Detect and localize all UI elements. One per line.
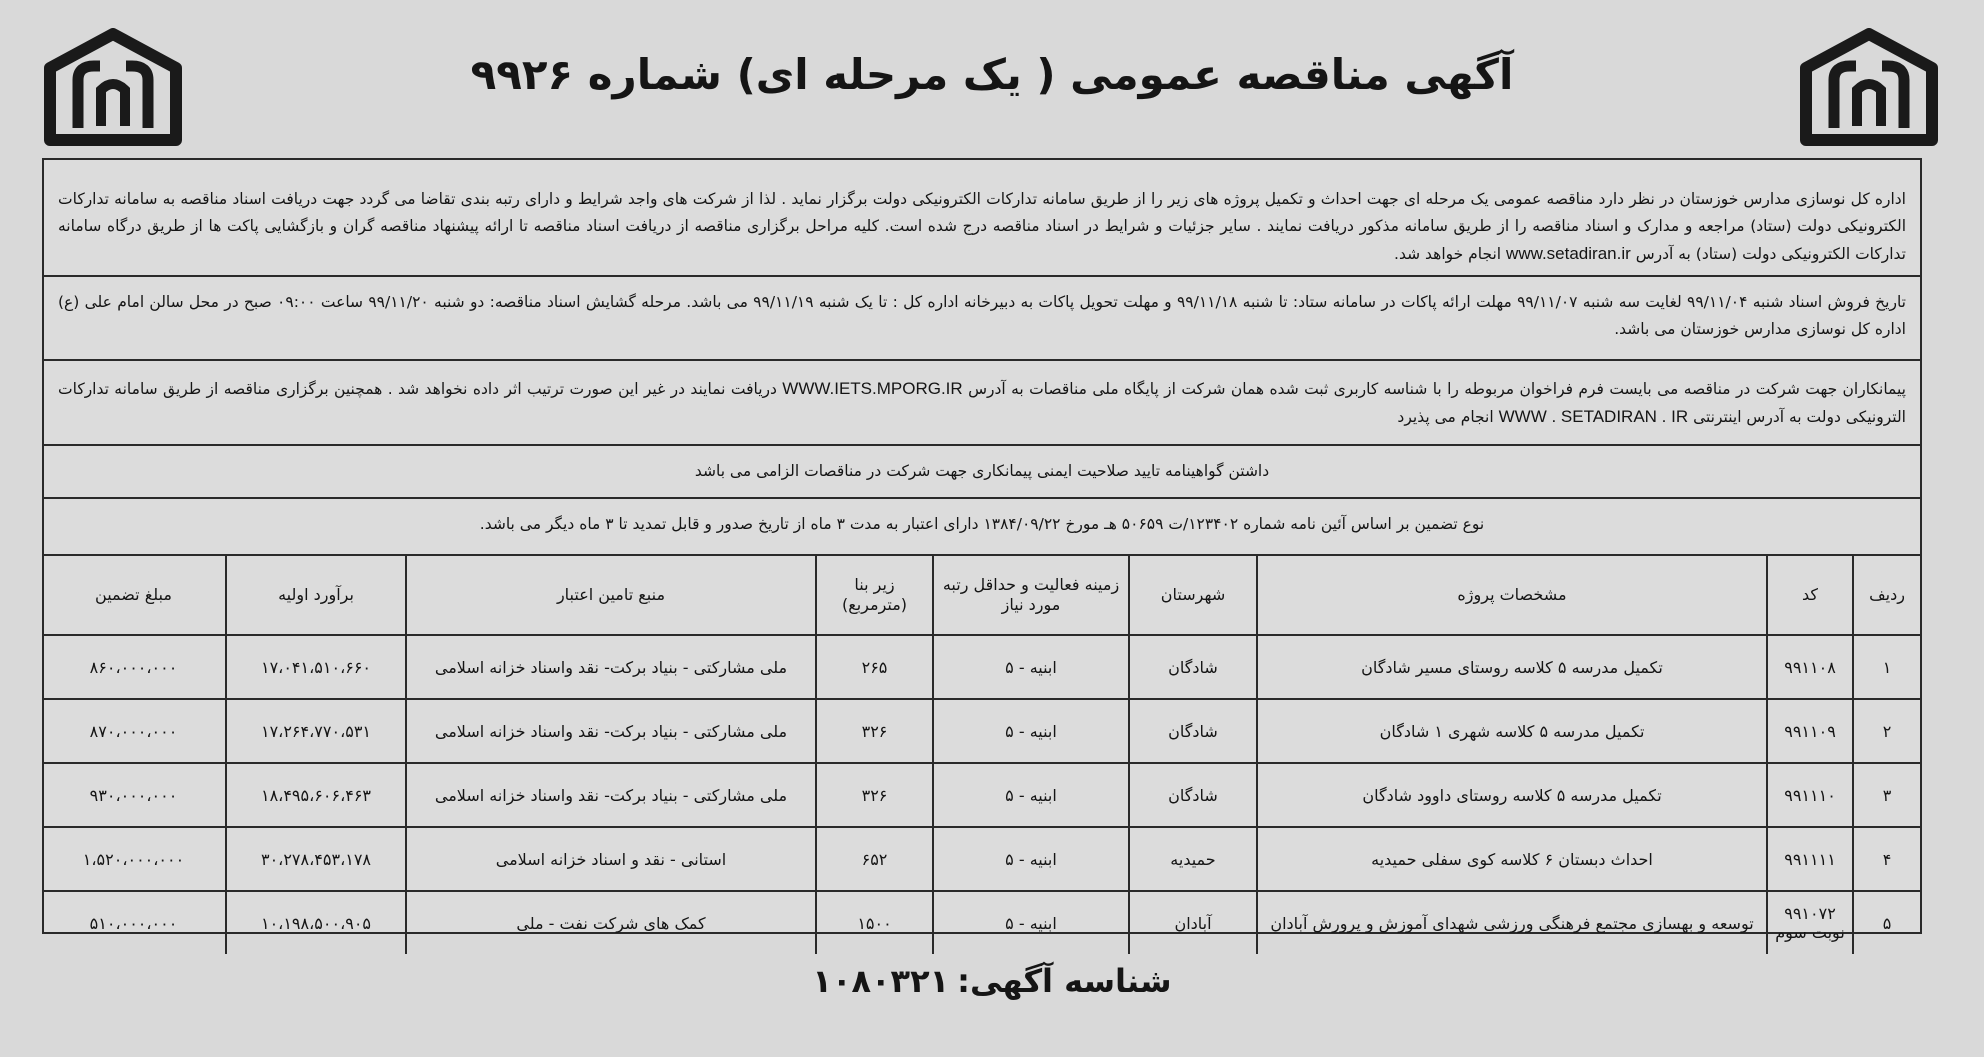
organization-emblem-icon [38,28,188,148]
cell-code-note: نوبت سوم [1775,923,1845,942]
cell-guarantee: ۵۱۰،۰۰۰،۰۰۰ [42,891,226,954]
cell-code: ۹۹۱۱۰۹ [1767,699,1853,763]
table-header-row [42,555,1920,635]
cell-row-number: ۱ [1853,635,1920,699]
header-project: مشخصات پروژه [1257,555,1767,635]
cell-funding: ملی مشارکتی - بنیاد برکت- نقد واسناد خزانه اسلامی [406,763,816,827]
notice-frame [42,158,1922,942]
header-funding: منبع تامین اعتبار [406,555,816,635]
cell-guarantee: ۱،۵۲۰،۰۰۰،۰۰۰ [42,827,226,891]
header-grade: زمینه فعالیت و حداقل رتبه مورد نیاز [933,555,1129,635]
cell-city: شادگان [1129,763,1257,827]
table-row [42,827,1920,891]
cell-code [1767,891,1853,954]
table-row [42,699,1920,763]
contractors-text-c: انجام می پذیرد [1397,408,1494,426]
cell-city: حمیدیه [1129,827,1257,891]
cell-funding: استانی - نقد و اسناد خزانه اسلامی [406,827,816,891]
cell-project: تکمیل مدرسه ۵ کلاسه شهری ۱ شادگان [1257,699,1767,763]
intro-url-link[interactable]: www.setadiran.ir [1506,244,1631,263]
cell-grade: ابنیه - ۵ [933,763,1129,827]
cell-code: ۹۹۱۱۱۰ [1767,763,1853,827]
notice-id-label: شناسه آگهی: [957,962,1172,1000]
notice-id [600,962,1384,1000]
table-row [42,763,1920,827]
cell-estimate: ۱۰،۱۹۸،۵۰۰،۹۰۵ [226,891,406,954]
cell-grade: ابنیه - ۵ [933,891,1129,954]
cell-estimate: ۳۰،۲۷۸،۴۵۳،۱۷۸ [226,827,406,891]
cell-grade: ابنیه - ۵ [933,699,1129,763]
header-estimate: برآورد اولیه [226,555,406,635]
cell-row-number: ۳ [1853,763,1920,827]
intro-paragraph [44,160,1920,277]
organization-emblem-icon [1794,28,1944,148]
safety-note [44,446,1920,499]
cell-row-number: ۴ [1853,827,1920,891]
header-area: زیر بنا (مترمربع) [816,555,933,635]
cell-city: آبادان [1129,891,1257,954]
cell-guarantee: ۸۶۰،۰۰۰،۰۰۰ [42,635,226,699]
intro-text: اداره کل نوسازی مدارس خوزستان در نظر دارد مناقصه عمومی یک مرحله ای جهت احداث و تکمیل پروژه های زیر را از طریق سامانه تدارکات الکترونیکی دولت برگزار نماید . لذا از شرکت های واجد شرایط و دارای رتبه بندی تقاضا می گردد جهت دریافت اسناد مناقصه به سامانه تدارکات الکترونیکی دولت (ستاد) مراجعه و مدارک و اسناد مناقصه را از طریق سامانه مذکور دریافت نمایند . سایر جزئیات و شرایط در اسناد مناقصه درج شده است. کلیه مراحل برگزاری مناقصه از دریافت اسناد مناقصه تا ارائه پیشنهاد مناقصه گران و بازگشایی پاکت ها از طریق درگاه سامانه تدارکات الکترونیکی دولت (ستاد) به آدرس [58,190,1906,263]
cell-city: شادگان [1129,635,1257,699]
cell-funding: ملی مشارکتی - بنیاد برکت- نقد واسناد خزانه اسلامی [406,635,816,699]
header-guarantee: مبلغ تضمین [42,555,226,635]
cell-area: ۶۵۲ [816,827,933,891]
guarantee-note [44,499,1920,554]
cell-area: ۱۵۰۰ [816,891,933,954]
cell-code-value: ۹۹۱۰۷۲ [1784,904,1836,923]
cell-grade: ابنیه - ۵ [933,827,1129,891]
notice-id-value: ۱۰۸۰۳۲۱ [812,962,950,1000]
cell-guarantee: ۹۳۰،۰۰۰،۰۰۰ [42,763,226,827]
header-code: کد [1767,555,1853,635]
cell-area: ۳۲۶ [816,699,933,763]
cell-project: تکمیل مدرسه ۵ کلاسه روستای مسیر شادگان [1257,635,1767,699]
safety-note-text: داشتن گواهینامه تایید صلاحیت ایمنی پیمانکاری جهت شرکت در مناقصات الزامی می باشد [694,462,1270,480]
cell-funding: ملی مشارکتی - بنیاد برکت- نقد واسناد خزانه اسلامی [406,699,816,763]
table-row [42,891,1920,954]
cell-project: احداث دبستان ۶ کلاسه کوی سفلی حمیدیه [1257,827,1767,891]
cell-guarantee: ۸۷۰،۰۰۰،۰۰۰ [42,699,226,763]
table-row [42,635,1920,699]
notice-title: آگهی مناقصه عمومی ( یک مرحله ای) شماره ۹۹۲۶ [470,50,1514,99]
cell-row-number: ۵ [1853,891,1920,954]
dates-paragraph [44,277,1920,361]
cell-estimate: ۱۸،۴۹۵،۶۰۶،۴۶۳ [226,763,406,827]
cell-row-number: ۲ [1853,699,1920,763]
cell-area: ۳۲۶ [816,763,933,827]
cell-city: شادگان [1129,699,1257,763]
contractors-text-a: پیمانکاران جهت شرکت در مناقصه می بایست فرم فراخوان مربوطه را با شناسه کاربری ثبت شده همان شرکت از پایگاه ملی مناقصات به آدرس [968,380,1906,398]
dates-text: تاریخ فروش اسناد شنبه ۹۹/۱۱/۰۴ لغایت سه شنبه ۹۹/۱۱/۰۷ مهلت ارائه پاکات در سامانه ستاد: تا شنبه ۹۹/۱۱/۱۸ و مهلت تحویل پاکات به دبیرخانه اداره کل : تا یک شنبه ۹۹/۱۱/۱۹ می باشد. مرحله گشایش اسناد مناقصه: دو شنبه ۹۹/۱۱/۲۰ ساعت ۰۹:۰۰ صبح در محل سالن امام علی (ع) اداره کل نوسازی مدارس خوزستان می باشد. [58,293,1906,338]
cell-project: توسعه و بهسازی مجتمع فرهنگی ورزشی شهدای آموزش و پرورش آبادان [1257,891,1767,954]
guarantee-note-text: نوع تضمین بر اساس آئین نامه شماره ۱۲۳۴۰۲/ت ۵۰۶۵۹ هـ مورخ ۱۳۸۴/۰۹/۲۲ دارای اعتبار به مدت ۳ ماه از تاریخ صدور و قابل تمدید تا ۳ ماه دیگر می باشد. [479,515,1485,533]
intro-tail: انجام خواهد شد. [1394,245,1502,263]
iets-url-link[interactable]: WWW.IETS.MPORG.IR [782,379,963,398]
contractors-text-b: دریافت نمایند در غیر این صورت ترتیب اثر داده نخواهد شد . همچنین برگزاری مناقصه از طریق سامانه تدارکات الترونیکی دولت به آدرس اینترنتی [58,380,1906,426]
header-city: شهرستان [1129,555,1257,635]
cell-code: ۹۹۱۱۰۸ [1767,635,1853,699]
cell-funding: کمک های شرکت نفت - ملی [406,891,816,954]
cell-estimate: ۱۷،۰۴۱،۵۱۰،۶۶۰ [226,635,406,699]
contractors-paragraph [44,361,1920,446]
cell-estimate: ۱۷،۲۶۴،۷۷۰،۵۳۱ [226,699,406,763]
header-row-number: ردیف [1853,555,1920,635]
setadiran-url-link[interactable]: WWW . SETADIRAN . IR [1498,407,1689,426]
cell-grade: ابنیه - ۵ [933,635,1129,699]
cell-code: ۹۹۱۱۱۱ [1767,827,1853,891]
cell-area: ۲۶۵ [816,635,933,699]
projects-table [42,554,1920,954]
cell-project: تکمیل مدرسه ۵ کلاسه روستای داوود شادگان [1257,763,1767,827]
